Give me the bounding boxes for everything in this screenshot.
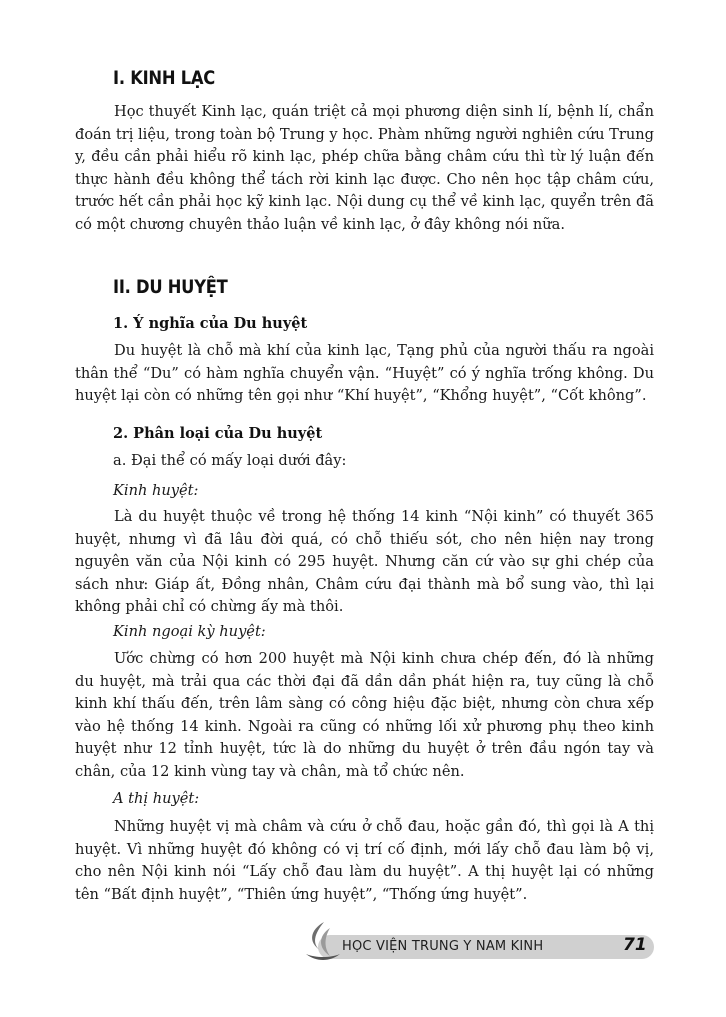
kinh-ngoai-ky-huyet-title: Kinh ngoại kỳ huyệt: xyxy=(113,623,266,640)
subheading-y-nghia: 1. Ý nghĩa của Du huyệt xyxy=(113,315,308,332)
page-number: 71 xyxy=(623,935,647,955)
paragraph-y-nghia: Du huyệt là chỗ mà khí của kinh lạc, Tạng phủ của người thấu ra ngoài thân thể “Du” có hàm nghĩa chuyển vận. “Huyệt” có ý nghĩa trống không. Du huyệt lại còn có những tên gọi như “Khí huyệt”, “Khổng huyệt”, “Cốt không”. xyxy=(75,342,654,405)
paragraph-kinh-ngoai-ky-huyet: Ước chừng có hơn 200 huyệt mà Nội kinh chưa chép đến, đó là những du huyệt, mà trải qua các thời đại đã dần dần phát hiện ra, tuy cũng là chỗ kinh khí thấu đến, trên lâm sàng có công hiệu đặc biệt, nhưng còn chưa xếp vào hệ thống 14 kinh. Ngoài ra cũng có những lối xử phương phụ theo kinh huyệt như 12 tỉnh huyệt, tức là do những du huyệt ở trên đầu ngón tay và chân, của 12 kinh vùng tay và chân, mà tổ chức nên. xyxy=(75,650,654,780)
a-thi-huyet-title: A thị huyệt: xyxy=(113,790,200,807)
paragraph-kinh-lac: Học thuyết Kinh lạc, quán triệt cả mọi phương diện sinh lí, bệnh lí, chẩn đoán trị liệu, trong toàn bộ Trung y học. Phàm những người nghiên cứu Trung y, đều cần phải hiểu rõ kinh lạc, phép chữa bằng châm cứu thì từ lý luận đến thực hành đều không thể tách rời kinh lạc được. Cho nên học tập châm cứu, trước hết cần phải học kỹ kinh lạc. Nội dung cụ thể về kinh lạc, quyển trên đã có một chương chuyên thảo luận về kinh lạc, ở đây không nói nữa. xyxy=(75,103,654,233)
paragraph-a-thi-huyet: Những huyệt vị mà châm và cứu ở chỗ đau, hoặc gần đó, thì gọi là A thị huyệt. Vì những huyệt đó không có vị trí cố định, mới lấy chỗ đau làm bộ vị, cho nên Nội kinh nói “Lấy chỗ đau làm du huyệt”. A thị huyệt lại có những tên “Bất định huyệt”, “Thiên ứng huyệt”, “Thống ứng huyệt”. xyxy=(75,818,654,903)
phan-loai-intro: a. Đại thể có mấy loại dưới đây: xyxy=(113,452,347,469)
section-heading-kinh-lac: I. KINH LẠC xyxy=(113,67,215,89)
subheading-phan-loai: 2. Phân loại của Du huyệt xyxy=(113,425,323,442)
section-heading-du-huyet: II. DU HUYỆT xyxy=(113,276,228,298)
footer-publisher: HỌC VIỆN TRUNG Y NAM KINH xyxy=(342,939,544,954)
kinh-huyet-title: Kinh huyệt: xyxy=(113,482,199,499)
paragraph-kinh-huyet: Là du huyệt thuộc về trong hệ thống 14 kinh “Nội kinh” có thuyết 365 huyệt, nhưng vì đã lâu đời quá, có chỗ thiếu sót, cho nên hiện nay trong nguyên văn của Nội kinh có 295 huyệt. Nhưng căn cứ vào sự ghi chép của sách như: Giáp ất, Đồng nhân, Châm cứu đại thành mà bổ sung vào, thì lại không phải chỉ có chừng ấy mà thôi. xyxy=(75,508,654,616)
swoosh-logo-icon xyxy=(300,920,344,964)
